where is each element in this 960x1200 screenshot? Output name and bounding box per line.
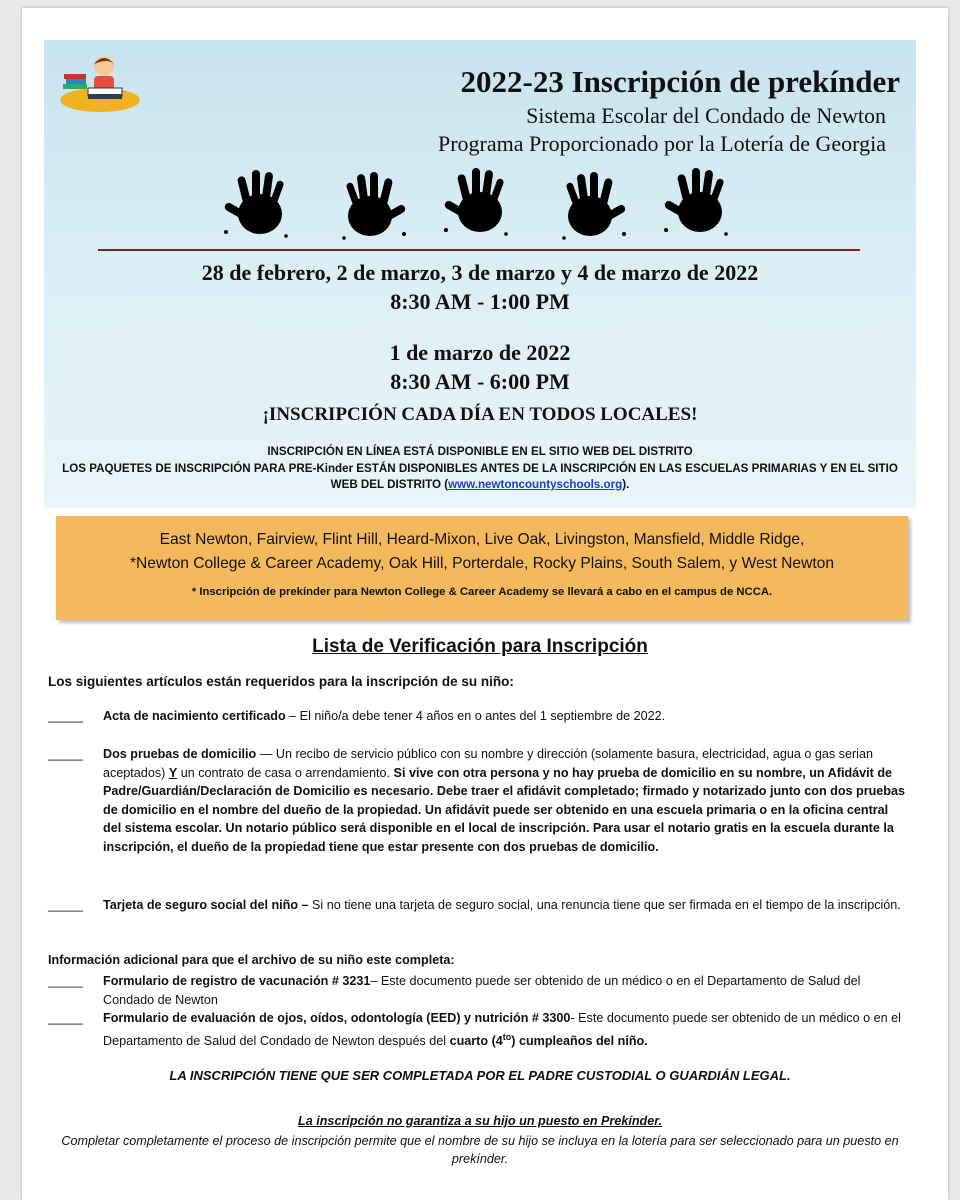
checklist-item-residence: [48, 745, 908, 857]
item-label: Formulario de registro de vacunación # 3231: [103, 974, 371, 988]
item-label: Dos pruebas de domicilio: [103, 747, 257, 761]
item-label: Tarjeta de seguro social del niño –: [103, 898, 309, 912]
reading-child-logo: [58, 52, 142, 114]
item-label: Acta de nacimiento certificado: [103, 709, 286, 723]
online-line-2-text: LOS PAQUETES DE INSCRIPCIÓN PARA PRE-Kinder ESTÁN DISPONIBLES ANTES DE LA INSCRIPCIÓN EN LAS ESCUELAS PRIMARIAS Y EN EL SITIO WEB DEL DISTRITO (: [62, 461, 898, 491]
subtitle-block: [438, 102, 886, 158]
online-line-1: INSCRIPCIÓN EN LÍNEA ESTÁ DISPONIBLE EN EL SITIO WEB DEL DISTRITO: [267, 445, 693, 458]
item-text: Si no tiene una tarjeta de seguro social, una renuncia tiene que ser firmada en el tiempo de la inscripción.: [308, 898, 901, 912]
schools-box: [56, 516, 908, 620]
schools-line-2: *Newton College & Career Academy, Oak Hill, Porterdale, Rocky Plains, South Salem, y West Newton: [129, 555, 835, 572]
schedule-block-1: [44, 258, 916, 316]
checklist-item-eed: [48, 1009, 908, 1050]
handprint-icon: [342, 172, 406, 240]
handprint-icon: [663, 168, 727, 236]
checkbox-blank: _____: [48, 747, 84, 761]
checklist-intro: Los siguientes artículos están requeridos para la inscripción de su niño:: [48, 674, 514, 689]
custodial-notice: LA INSCRIPCIÓN TIENE QUE SER COMPLETADA POR EL PADRE CUSTODIAL O GUARDIÁN LEGAL.: [169, 1068, 791, 1083]
no-guarantee-notice: La inscripción no garantiza a su hijo un puesto en Prekínder.: [298, 1114, 662, 1128]
handprint-icon: [443, 168, 507, 236]
district-website-link[interactable]: www.newtoncountyschools.org: [448, 478, 623, 491]
schedule-block-2: [44, 338, 916, 396]
checklist-item-birth-certificate: [48, 707, 908, 726]
district-name: Sistema Escolar del Condado de Newton: [526, 103, 886, 128]
schools-list: [56, 528, 908, 576]
item-and: Y: [168, 765, 178, 780]
time-line-1: 8:30 AM - 1:00 PM: [390, 289, 570, 314]
checkbox-blank: _____: [48, 709, 84, 723]
checkbox-blank: _____: [48, 1011, 84, 1025]
divider-line: [98, 249, 860, 251]
every-day-notice: ¡INSCRIPCIÓN CADA DÍA EN TODOS LOCALES!: [262, 404, 698, 425]
item-text: – Este documento puede ser obtenido de un médico o en el Departamento de Salud del Condado de Newton: [103, 974, 861, 1007]
handprints-decoration: [215, 160, 755, 240]
item-label: Formulario de evaluación de ojos, oídos, odontología (EED) y nutrición # 3300: [103, 1011, 571, 1025]
online-registration-notice: [60, 444, 900, 494]
dates-line-1: 28 de febrero, 2 de marzo, 3 de marzo y 4 de marzo de 2022: [201, 260, 759, 285]
item-text: - Este documento puede ser obtenido de un médico o en el Departamento de Salud del Condado de Newton después del: [103, 1011, 901, 1048]
schools-line-1: East Newton, Fairview, Flint Hill, Heard-Mixon, Live Oak, Livingston, Mansfield, Middle Ridge,: [159, 531, 805, 548]
item-bold-text: Si vive con otra persona y no hay prueba de domicilio en su nombre, un Afidávit de Padre/Guardián/Declaración de Domicilio es necesario. Debe traer el afidávit completado; firmado y notarizado junto con dos pruebas de domicilio en el nombre del dueño de la propiedad. Un afidávit puede ser obtenido en una escuela primaria o en la oficina central del sistema escolar. Un notario público será disponible en el local de inscripción. Para usar el notario gratis en la escuela durante la inscripción, el dueño de la propiedad tiene que estar presente con dos pruebas de domicilio.: [103, 765, 906, 854]
checklist-item-social-security: [48, 896, 908, 915]
program-sponsor: Programa Proporcionado por la Lotería de Georgia: [437, 131, 886, 156]
item-text: – El niño/a debe tener 4 años en o antes del 1 septiembre de 2022.: [285, 709, 666, 723]
additional-info-heading: Información adicional para que el archivo de su niño este completa:: [48, 953, 455, 967]
ncca-note: * Inscripción de prekínder para Newton College & Career Academy se llevará a cabo en el campus de NCCA.: [191, 586, 773, 598]
handprint-icon: [223, 170, 287, 238]
dates-line-2: 1 de marzo de 2022: [389, 340, 571, 365]
online-line-2: [60, 461, 900, 494]
item-bold-end: ) cumpleaños del niño.: [511, 1033, 648, 1048]
page-title: 2022-23 Inscripción de prekínder: [460, 64, 900, 99]
checkbox-blank: _____: [48, 974, 84, 988]
handprint-icon: [562, 172, 626, 240]
item-bold-text: cuarto (4: [449, 1033, 503, 1048]
time-line-2: 8:30 AM - 6:00 PM: [390, 369, 570, 394]
lottery-notice: Completar completamente el proceso de inscripción permite que el nombre de su hijo se incluya en la lotería para ser seleccionado para un puesto en prekínder.: [61, 1134, 899, 1166]
item-text-2: un contrato de casa o arrendamiento.: [177, 765, 394, 780]
item-text: — Un recibo de servicio público con su nombre y dirección (solamente basura, electricidad, agua o gas serian aceptados): [103, 747, 873, 780]
checkbox-blank: _____: [48, 898, 84, 912]
checklist-item-vaccination: [48, 972, 908, 1009]
online-line-2-end: ).: [622, 478, 630, 491]
checklist-title: Lista de Verificación para Inscripción: [312, 636, 648, 657]
item-superscript: to: [502, 1031, 512, 1042]
